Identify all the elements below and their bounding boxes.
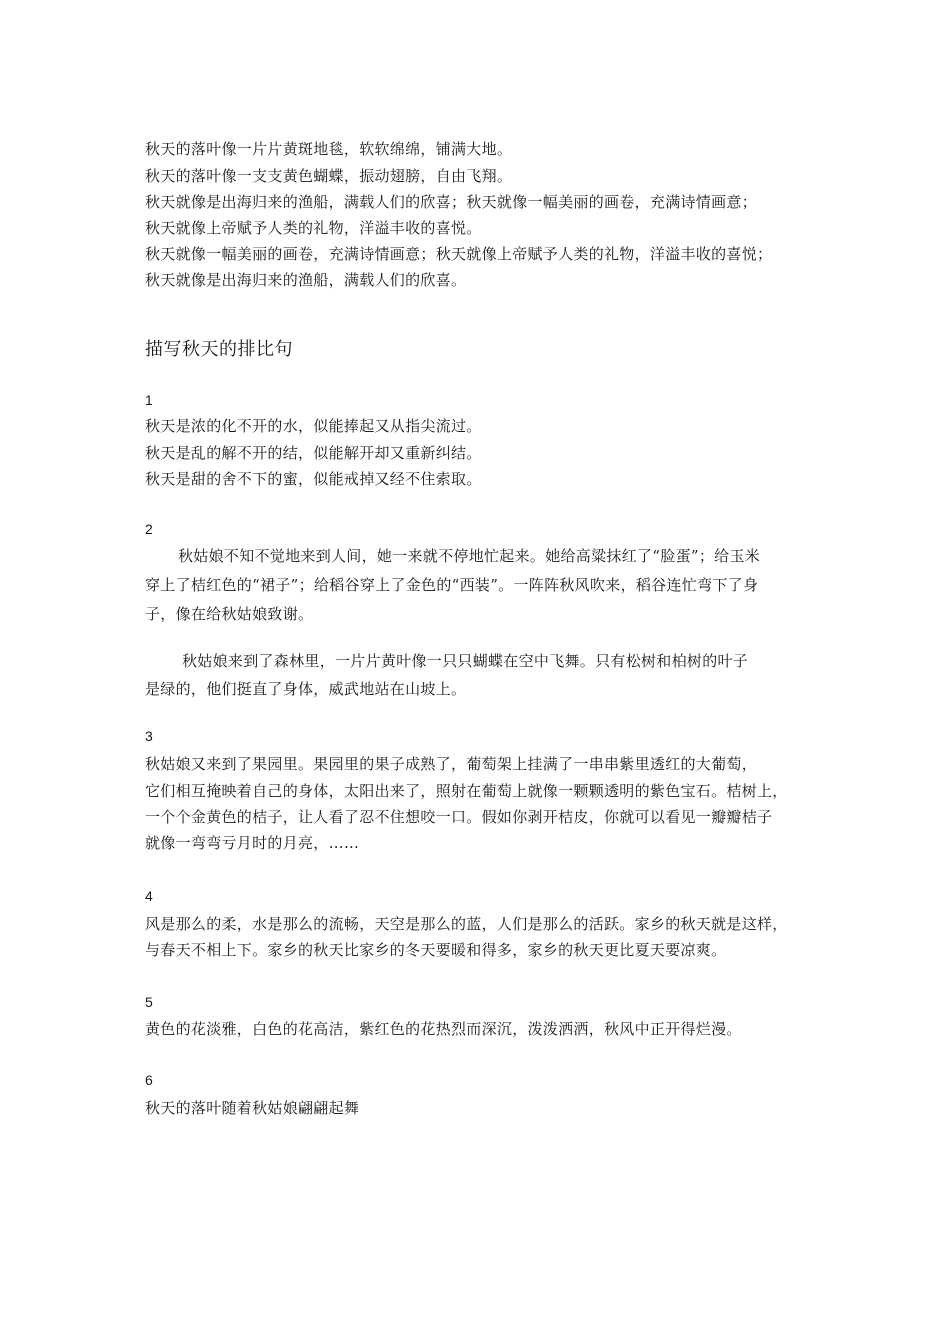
- section-line: 秋天是甜的舍不下的蜜，似能戒掉又经不住索取。: [145, 470, 482, 488]
- intro-line: 秋天的落叶像一片片黄斑地毯，软软绵绵，铺满大地。: [145, 140, 513, 158]
- section-heading: 描写秋天的排比句: [145, 339, 293, 360]
- paragraph-line: 秋姑娘来到了森林里，一片片黄叶像一只只蝴蝶在空中飞舞。只有松树和柏树的叶子: [182, 652, 749, 670]
- section-number: 3: [145, 728, 153, 744]
- section-line: 秋天是乱的解不开的结，似能解开却又重新纠结。: [145, 444, 482, 462]
- intro-line: 秋天的落叶像一支支黄色蝴蝶，振动翅膀，自由飞翔。: [145, 167, 513, 185]
- section-line: 与春天不相上下。家乡的秋天比家乡的冬天要暖和得多，家乡的秋天更比夏天要凉爽。: [145, 941, 727, 959]
- intro-line: 秋天就像上帝赋予人类的礼物，洋溢丰收的喜悦。: [145, 219, 482, 237]
- section-line: 一个个金黄色的桔子，让人看了忍不住想咬一口。假如你剥开桔皮，你就可以看见一瓣瓣桔子: [145, 808, 773, 826]
- section-number: 2: [145, 521, 153, 537]
- section-number: 4: [145, 888, 153, 904]
- intro-line: 秋天就像是出海归来的渔船，满载人们的欣喜；秋天就像一幅美丽的画卷，充满诗情画意；: [145, 193, 758, 211]
- section-line: 风是那么的柔，水是那么的流畅，天空是那么的蓝，人们是那么的活跃。家乡的秋天就是这样，: [145, 915, 788, 933]
- paragraph-line: 是绿的，他们挺直了身体，威武地站在山坡上。: [145, 680, 467, 698]
- paragraph-line: 秋姑娘不知不觉地来到人间，她一来就不停地忙起来。她给高粱抹红了“脸蛋”；给玉米: [178, 547, 761, 565]
- section-line: 它们相互掩映着自己的身体，太阳出来了，照射在葡萄上就像一颗颗透明的紫色宝石。桔树上，: [145, 782, 788, 800]
- section-number: 6: [145, 1072, 153, 1088]
- section-line: 黄色的花淡雅，白色的花高洁，紫红色的花热烈而深沉，泼泼洒洒，秋风中正开得烂漫。: [145, 1020, 742, 1038]
- section-line: 就像一弯弯亏月时的月亮，……: [145, 834, 360, 852]
- paragraph-line: 穿上了桔红色的“裙子”；给稻谷穿上了金色的“西装”。一阵阵秋风吹来，稻谷连忙弯下了身: [145, 576, 759, 594]
- paragraph-line: 子，像在给秋姑娘致谢。: [145, 605, 314, 623]
- section-line: 秋姑娘又来到了果园里。果园里的果子成熟了，葡萄架上挂满了一串串紫里透红的大葡萄，: [145, 755, 758, 773]
- section-number: 5: [145, 994, 153, 1010]
- section-line: 秋天的落叶随着秋姑娘翩翩起舞: [145, 1099, 360, 1117]
- intro-line: 秋天就像一幅美丽的画卷，充满诗情画意；秋天就像上帝赋予人类的礼物，洋溢丰收的喜悦；: [145, 245, 773, 263]
- section-line: 秋天是浓的化不开的水，似能捧起又从指尖流过。: [145, 417, 482, 435]
- section-number: 1: [145, 392, 153, 408]
- intro-line: 秋天就像是出海归来的渔船，满载人们的欣喜。: [145, 271, 467, 289]
